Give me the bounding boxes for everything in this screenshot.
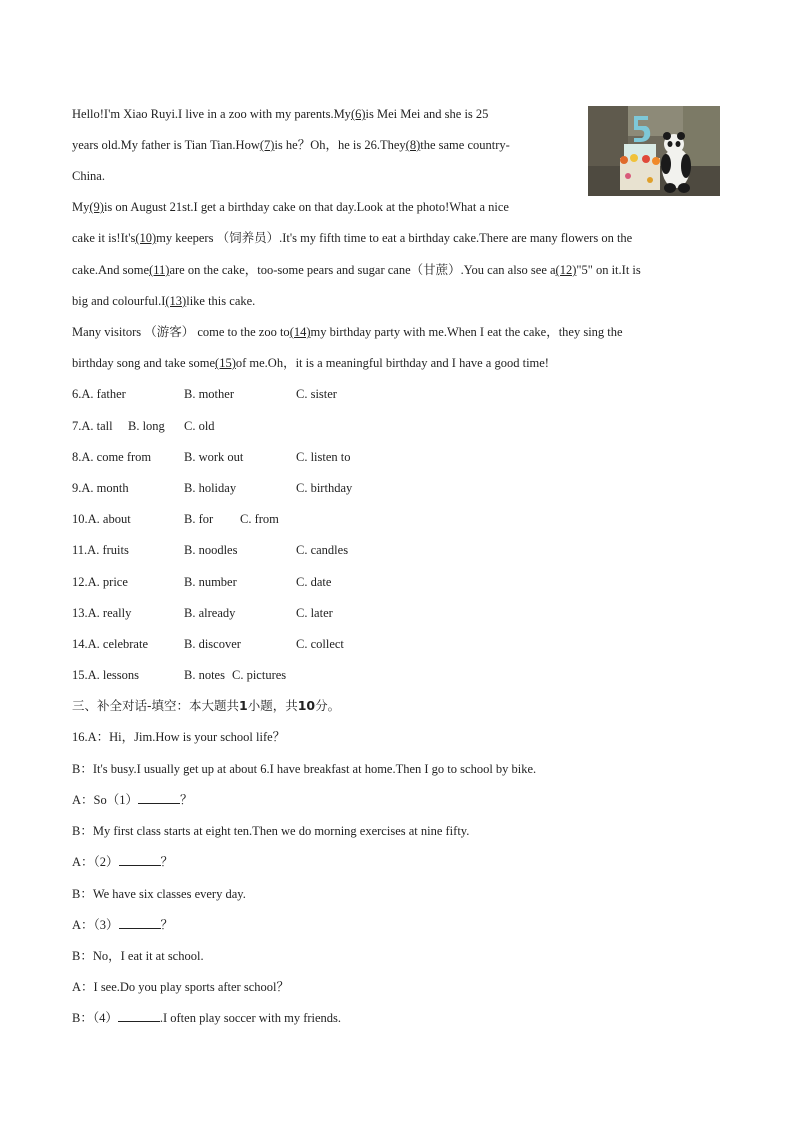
answer-blank-2[interactable] <box>119 854 161 866</box>
option-a[interactable]: 8.A. come from <box>72 450 152 464</box>
option-a[interactable]: 6.A. father <box>72 387 126 401</box>
answer-blank-4[interactable] <box>118 1010 160 1022</box>
blank-8[interactable]: (8) <box>405 138 421 152</box>
dialogue-line-5: A：（2） ？ <box>72 855 174 869</box>
option-a[interactable]: 9.A. month <box>72 481 129 495</box>
blank-15[interactable]: (15) <box>215 356 236 370</box>
option-b[interactable]: B. mother <box>184 387 234 401</box>
option-b[interactable]: B. long <box>128 419 165 433</box>
option-a[interactable]: 11.A. fruits <box>72 543 129 557</box>
option-a[interactable]: 13.A. really <box>72 606 132 620</box>
option-c[interactable]: C. birthday <box>296 481 353 495</box>
dialogue-line-1: 16.A：Hi，Jim.How is your school life？ <box>72 730 286 744</box>
passage-line-2: years old.My father is Tian Tian.How(7)is he？Oh，he is 26.They(8)the same country- <box>72 138 510 152</box>
option-b[interactable]: B. for <box>184 512 214 526</box>
dialogue-line-7: A：（3） ？ <box>72 918 174 932</box>
option-b[interactable]: B. number <box>184 575 237 589</box>
dialogue-line-2: B：It's busy.I usually get up at about 6.I have breakfast at home.Then I go to school by bike. <box>72 762 537 776</box>
dialogue-line-8: B：No，I eat it at school. <box>72 949 204 963</box>
passage-line-5: cake it is!It's(10)my keepers （饲养员）.It's my fifth time to eat a birthday cake.There are many flowers on the <box>72 231 633 245</box>
dialogue-line-4: B：My first class starts at eight ten.Then we do morning exercises at nine fifty. <box>72 824 470 838</box>
option-b[interactable]: B. discover <box>184 637 241 651</box>
blank-11[interactable]: (11) <box>149 263 170 277</box>
option-c[interactable]: C. listen to <box>296 450 351 464</box>
option-c[interactable]: C. later <box>296 606 333 620</box>
option-c[interactable]: C. date <box>296 575 332 589</box>
dialogue-line-10: B：（4） .I often play soccer with my friends. <box>72 1011 342 1025</box>
answer-blank-1[interactable] <box>138 792 180 804</box>
blank-6[interactable]: (6) <box>350 107 366 121</box>
blank-12[interactable]: (12) <box>555 263 577 277</box>
answer-blank-3[interactable] <box>119 917 161 929</box>
dialogue-line-9: A：I see.Do you play sports after school？ <box>72 980 289 994</box>
blank-14[interactable]: (14) <box>289 325 311 339</box>
option-b[interactable]: B. already <box>184 606 236 620</box>
option-c[interactable]: C. pictures <box>232 668 287 682</box>
blank-13[interactable]: (13) <box>165 294 187 308</box>
dialogue-line-3: A：So（1） ？ <box>72 793 193 807</box>
section-3-heading: 三、补全对话-填空：本大题共1小题，共10分。 <box>72 698 341 713</box>
option-c[interactable]: C. sister <box>296 387 337 401</box>
option-a[interactable]: 12.A. price <box>72 575 128 589</box>
option-a[interactable]: 15.A. lessons <box>72 668 140 682</box>
passage-line-9: birthday song and take some(15)of me.Oh，it is a meaningful birthday and I have a good time! <box>72 356 549 370</box>
option-b[interactable]: B. holiday <box>184 481 237 495</box>
passage-line-6: cake.And some(11)are on the cake，too-some pears and sugar cane（甘蔗）.You can also see a(12)"5" on it.It is <box>72 263 641 277</box>
dialogue-line-6: B：We have six classes every day. <box>72 887 246 901</box>
option-a[interactable]: 10.A. about <box>72 512 131 526</box>
passage-line-7: big and colourful.I(13)like this cake. <box>72 294 256 308</box>
option-c[interactable]: C. from <box>240 512 279 526</box>
passage-line-1: Hello!I'm Xiao Ruyi.I live in a zoo with my parents.My(6)is Mei Mei and she is 25 <box>72 107 489 121</box>
option-b[interactable]: B. work out <box>184 450 244 464</box>
passage-line-4: My(9)is on August 21st.I get a birthday cake on that day.Look at the photo!What a nice <box>72 200 509 214</box>
blank-10[interactable]: (10) <box>135 231 157 245</box>
option-a[interactable]: 14.A. celebrate <box>72 637 149 651</box>
passage-line-8: Many visitors （游客） come to the zoo to(14)my birthday party with me.When I eat the cake，they sing the <box>72 325 623 339</box>
passage-line-3: China. <box>72 169 105 183</box>
blank-7[interactable]: (7) <box>259 138 275 152</box>
option-c[interactable]: C. collect <box>296 637 344 651</box>
panda-birthday-photo <box>588 106 720 196</box>
option-a[interactable]: 7.A. tall <box>72 419 113 433</box>
option-c[interactable]: C. candles <box>296 543 349 557</box>
blank-9[interactable]: (9) <box>89 200 104 214</box>
option-b[interactable]: B. noodles <box>184 543 238 557</box>
option-c[interactable]: C. old <box>184 419 215 433</box>
option-b[interactable]: B. notes <box>184 668 225 682</box>
